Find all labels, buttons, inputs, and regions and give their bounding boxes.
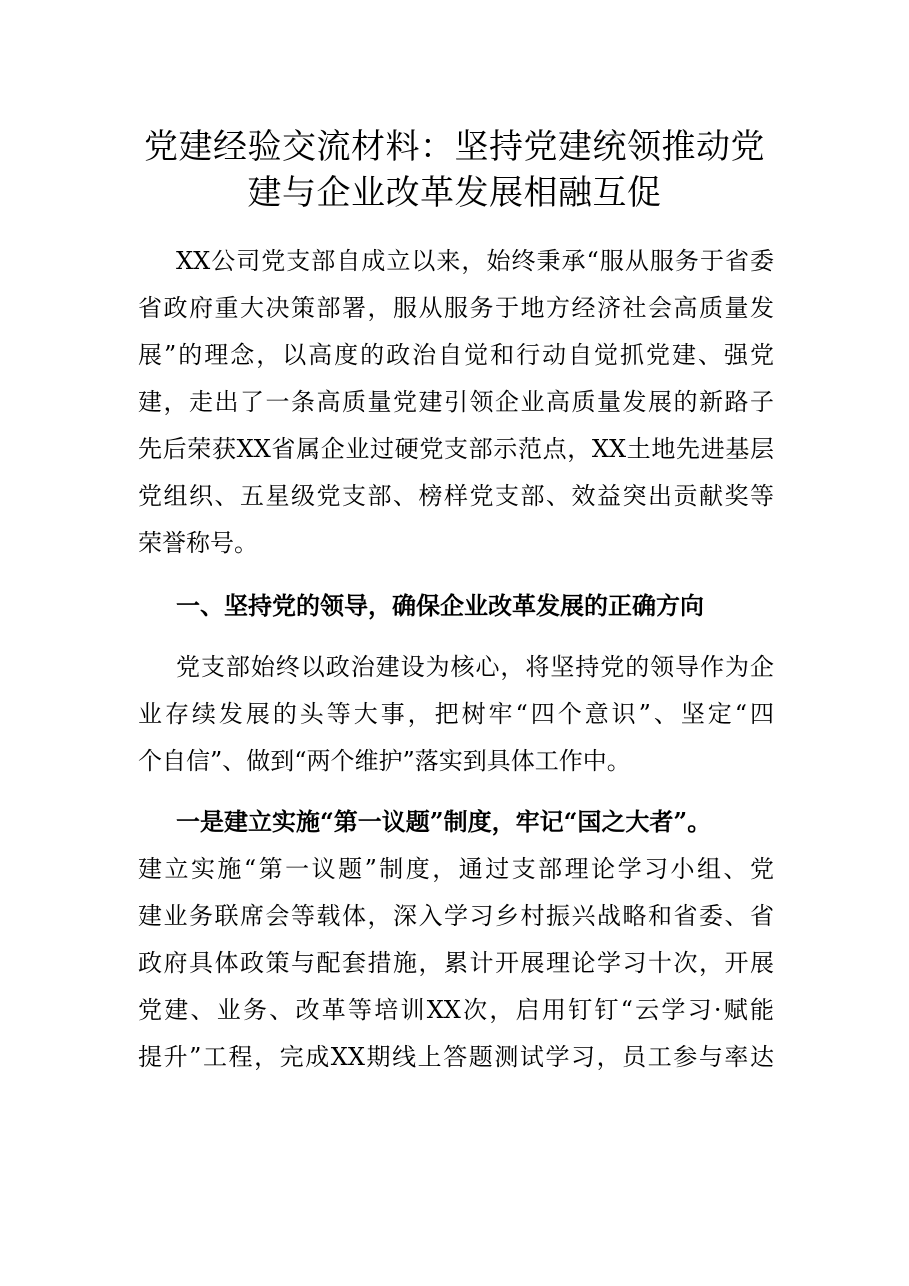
paragraph-line: XX公司党支部自成立以来，始终秉承“服从服务于省委 xyxy=(176,247,774,275)
paragraph-line: 党建、业务、改革等培训XX次，启用钉钉“云学习·赋能 xyxy=(138,996,774,1024)
document-title-line-1: 党建经验交流材料：坚持党建统领推动党 xyxy=(144,127,765,167)
paragraph-line: 政府具体政策与配套措施，累计开展理论学习十次，开展 xyxy=(138,949,774,977)
paragraph-line: 提升”工程，完成XX期线上答题测试学习，员工参与率达 xyxy=(138,1043,774,1071)
paragraph-line: 展”的理念，以高度的政治自觉和行动自觉抓党建、强党 xyxy=(138,341,774,369)
paragraph-line: 建立实施“第一议题”制度，通过支部理论学习小组、党 xyxy=(138,855,774,883)
paragraph-line: 党组织、五星级党支部、榜样党支部、效益突出贡献奖等 xyxy=(138,482,774,510)
section-heading: 一、坚持党的领导，确保企业改革发展的正确方向 xyxy=(176,591,704,620)
paragraph-line: 建，走出了一条高质量党建引领企业高质量发展的新路子 xyxy=(138,388,774,416)
paragraph-line: 个自信”、做到“两个维护”落实到具体工作中。 xyxy=(138,747,631,775)
paragraph-line: 省政府重大决策部署，服从服务于地方经济社会高质量发 xyxy=(138,294,774,322)
paragraph-line: 荣誉称号。 xyxy=(138,529,258,557)
paragraph-line: 业存续发展的头等大事，把树牢“四个意识”、坚定“四 xyxy=(138,700,774,728)
paragraph-line: 先后荣获XX省属企业过硬党支部示范点，XX土地先进基层 xyxy=(138,435,774,463)
paragraph-line: 建业务联席会等载体，深入学习乡村振兴战略和省委、省 xyxy=(138,902,774,930)
subsection-heading: 一是建立实施“第一议题”制度，牢记“国之大者”。 xyxy=(176,807,712,836)
document-title-line-2: 建与企业改革发展相融互促 xyxy=(247,173,662,213)
paragraph-line: 党支部始终以政治建设为核心，将坚持党的领导作为企 xyxy=(176,653,774,681)
